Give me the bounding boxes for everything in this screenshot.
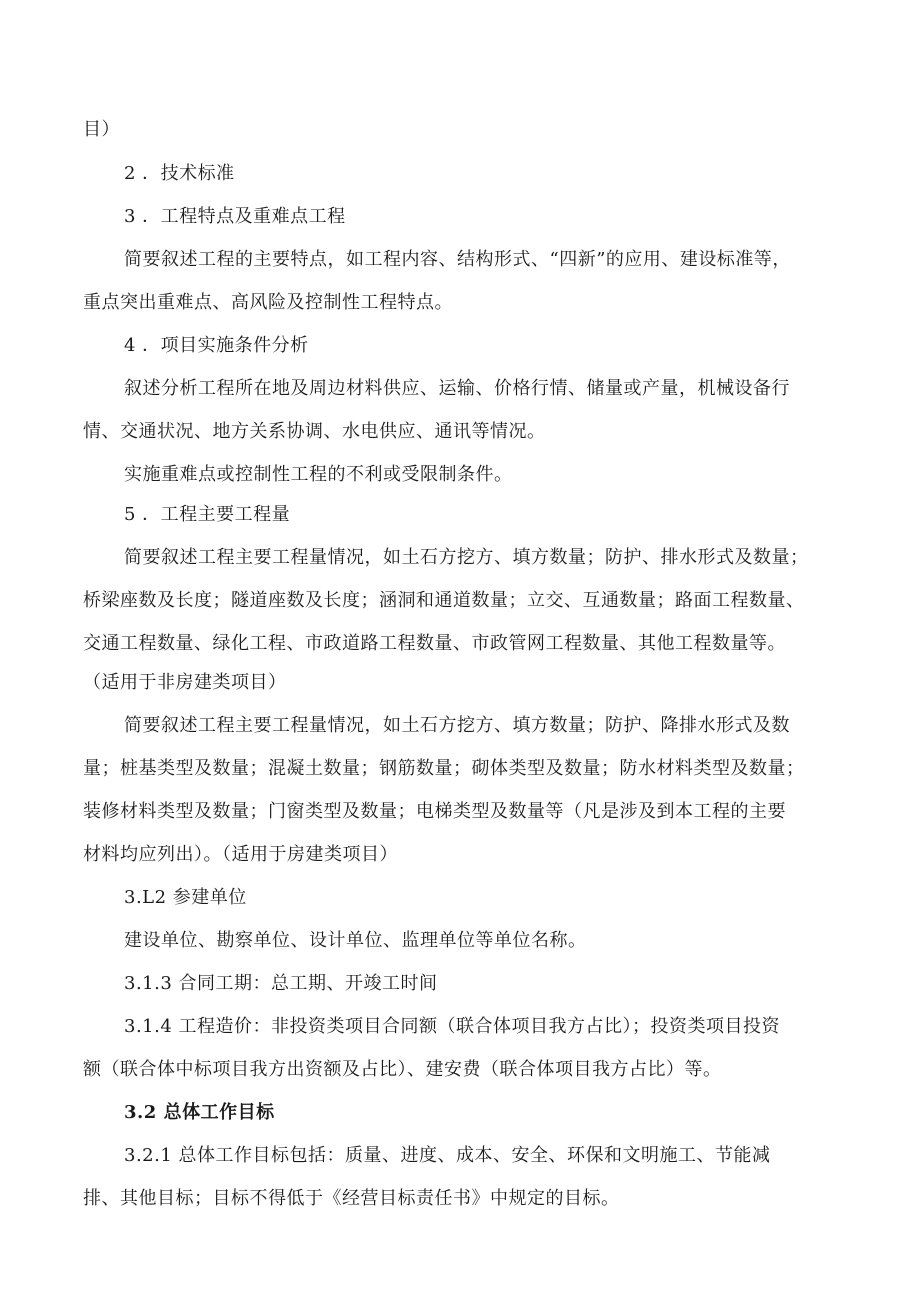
text-line: 材料均应列出）。（适用于房建类项目） bbox=[83, 844, 398, 865]
text-line: 桥梁座数及长度；隧道座数及长度；涵洞和通道数量；立交、互通数量；路面工程数量、 bbox=[83, 590, 805, 611]
text-line: 简要叙述工程主要工程量情况，如土石方挖方、填方数量；防护、排水形式及数量； bbox=[124, 547, 809, 568]
text-line: 目） bbox=[83, 119, 120, 140]
section-heading: 5 ．工程主要工程量 bbox=[124, 504, 291, 525]
text-line: 3.2.1 总体工作目标包括：质量、进度、成本、安全、环保和文明施工、节能减 bbox=[124, 1145, 771, 1166]
text-line: 重点突出重难点、高风险及控制性工程特点。 bbox=[83, 292, 453, 313]
text-line: 额（联合体中标项目我方出资额及占比）、建安费（联合体项目我方占比）等。 bbox=[83, 1059, 722, 1080]
text-line: 简要叙述工程主要工程量情况，如土石方挖方、填方数量；防护、降排水形式及数 bbox=[124, 715, 790, 736]
text-line: 排、其他目标；目标不得低于《经营目标责任书》中规定的目标。 bbox=[83, 1188, 620, 1209]
text-line: 装修材料类型及数量；门窗类型及数量；电梯类型及数量等（凡是涉及到本工程的主要 bbox=[83, 801, 786, 822]
text-line: 3.1.4 工程造价：非投资类项目合同额（联合体项目我方占比）；投资类项目投资 bbox=[124, 1016, 781, 1037]
text-line: （适用于非房建类项目） bbox=[83, 672, 287, 693]
text-line: 量；桩基类型及数量；混凝土数量；钢筋数量；砌体类型及数量；防水材料类型及数量； bbox=[83, 758, 805, 779]
text-line: 情、交通状况、地方关系协调、水电供应、通讯等情况。 bbox=[83, 421, 546, 442]
section-heading: 3.2 总体工作目标 bbox=[124, 1102, 275, 1123]
section-heading: 3 ．工程特点及重难点工程 bbox=[124, 206, 346, 227]
text-line: 交通工程数量、绿化工程、市政道路工程数量、市政管网工程数量、其他工程数量等。 bbox=[83, 633, 786, 654]
text-line: 叙述分析工程所在地及周边材料供应、运输、价格行情、储量或产量，机械设备行 bbox=[124, 378, 790, 399]
section-heading: 3.L2 参建单位 bbox=[124, 887, 247, 908]
section-heading: 2 ．技术标准 bbox=[124, 163, 235, 184]
text-line: 实施重难点或控制性工程的不利或受限制条件。 bbox=[124, 464, 513, 485]
text-line: 建设单位、勘察单位、设计单位、监理单位等单位名称。 bbox=[124, 930, 587, 951]
section-heading: 4 ．项目实施条件分析 bbox=[124, 335, 309, 356]
section-heading: 3.1.3 合同工期：总工期、开竣工时间 bbox=[124, 973, 438, 994]
text-line: 简要叙述工程的主要特点，如工程内容、结构形式、“四新”的应用、建设标准等， bbox=[124, 249, 791, 270]
